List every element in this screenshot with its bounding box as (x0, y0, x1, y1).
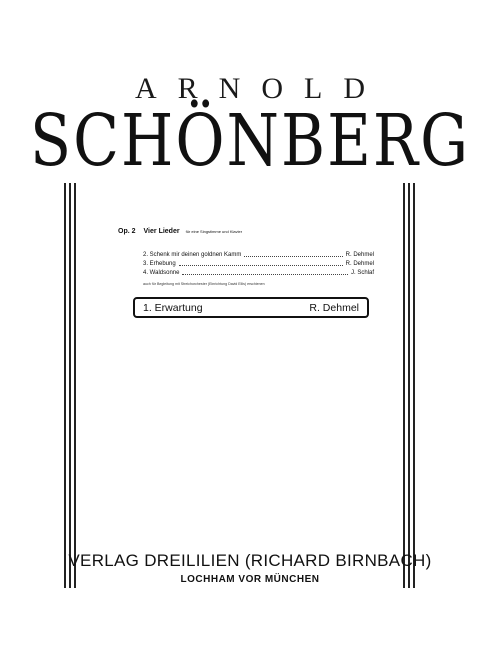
highlighted-song-box (133, 297, 369, 318)
song-poet: R. Dehmel (345, 261, 374, 267)
dot-leader (182, 273, 348, 275)
song-item (143, 270, 374, 276)
composer-first-name: ARNOLD (135, 72, 386, 105)
publisher-place: LOCHHAM VOR MÜNCHEN (180, 574, 320, 585)
opus-number: Op. 2 (118, 228, 136, 235)
orchestra-note: auch für Begleitung mit Streichorchester (Einrichtung David Ellis) erschienen (143, 282, 265, 286)
song-title: 2. Schenk mir deinen goldnen Kamm (143, 252, 242, 258)
song-item (143, 252, 374, 258)
highlighted-song-poet: R. Dehmel (309, 301, 359, 314)
composer-last-name: SCHÖNBERG (29, 100, 471, 183)
song-poet: J. Schlaf (350, 270, 374, 276)
opus-subtitle: für eine Singstimme und Klavier (185, 229, 243, 234)
song-title: 4. Waldsonne (143, 270, 180, 276)
right-border-rules (403, 183, 417, 588)
dot-leader (244, 255, 342, 257)
song-poet: R. Dehmel (345, 252, 374, 258)
opus-heading (118, 228, 242, 235)
publisher-name: VERLAG DREILILIEN (RICHARD BIRNBACH) (68, 551, 432, 570)
highlighted-song-title: 1. Erwartung (143, 301, 203, 314)
dot-leader (179, 264, 343, 266)
left-border-rules (64, 183, 78, 588)
song-title: 3. Erhebung (143, 261, 176, 267)
song-item (143, 261, 374, 267)
opus-title: Vier Lieder (143, 228, 180, 235)
